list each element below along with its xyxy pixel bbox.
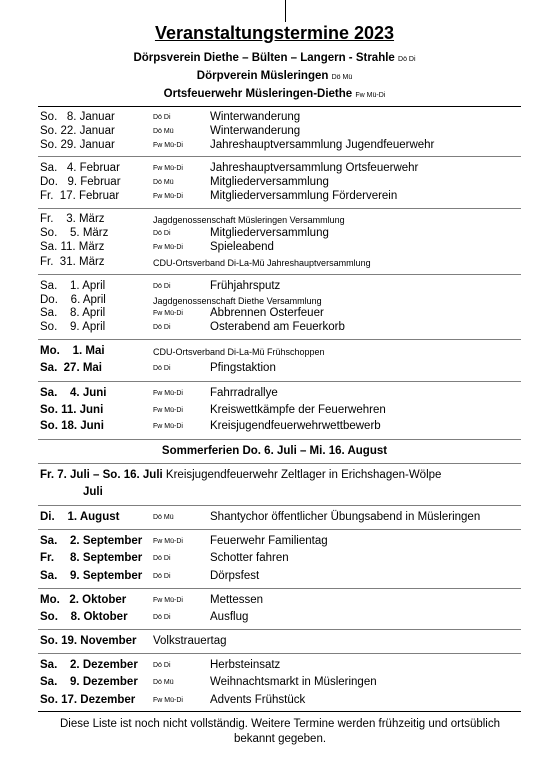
list-item: Do. 6. April Jagdgenossenschaft Diethe Versammlung xyxy=(40,294,322,306)
list-item: Fr. 3. März Jagdgenossenschaft Müsleringen Versammlung xyxy=(40,213,345,225)
list-item: Do. 9. Februar Dö Mü Mitgliederversammlung xyxy=(40,176,329,188)
list-item: Sa. 27. Mai Dö Di Pfingstaktion xyxy=(40,362,276,374)
list-item: Fr. 17. Februar Fw Mü-Di Mitgliederversammlung Förderverein xyxy=(40,190,398,202)
subtitle-line-3: Ortsfeuerwehr Müsleringen-Diethe Fw Mü-Di xyxy=(163,88,386,100)
list-item: Mo. 2. Oktober Fw Mü-Di Mettessen xyxy=(40,594,264,606)
list-item: Sa. 1. April Dö Di Frühjahrsputz xyxy=(40,280,281,292)
list-item: So. 29. Januar Fw Mü-Di Jahreshauptversammlung Jugendfeuerwehr xyxy=(40,139,435,151)
list-item: So. 19. November Volkstrauertag xyxy=(40,635,227,647)
separator xyxy=(38,505,521,506)
list-item: So. 22. Januar Dö Mü Winterwanderung xyxy=(40,125,301,137)
separator xyxy=(38,629,521,630)
separator xyxy=(38,339,521,340)
summer-holidays-banner: Sommerferien Do. 6. Juli – Mi. 16. August xyxy=(161,445,388,457)
list-item: Mo. 1. Mai CDU-Ortsverband Di-La-Mü Frühschoppen xyxy=(40,345,325,357)
list-item: Di. 1. August Dö Mü Shantychor öffentlicher Übungsabend in Müsleringen xyxy=(40,511,481,523)
page-title: Veranstaltungstermine 2023 xyxy=(154,23,395,43)
subtitle-line-2: Dörpverein Müsleringen Dö Mü xyxy=(196,70,353,82)
list-item: So. 8. Januar Dö Di Winterwanderung xyxy=(40,111,301,123)
separator xyxy=(38,588,521,589)
separator xyxy=(38,274,521,275)
list-item-zeltlager: Fr. 7. Juli – So. 16. Juli Kreisjugendfeuerwehr Zeltlager in Erichshagen-Wölpe xyxy=(40,469,442,481)
list-item: Fr. 8. September Dö Di Schotter fahren xyxy=(40,552,289,564)
list-item: So. 17. Dezember Fw Mü-Di Advents Frühstück xyxy=(40,694,306,706)
zeltlager-continuation: Juli xyxy=(83,486,103,498)
list-item: Sa. 11. März Fw Mü-Di Spieleabend xyxy=(40,241,274,253)
separator xyxy=(38,106,521,107)
footer-note: Diese Liste ist noch nicht vollständig. Weitere Termine werden frühzeitig und ortsüblich bekannt gegeben. xyxy=(60,718,500,745)
list-item: Sa. 4. Juni Fw Mü-Di Fahrradrallye xyxy=(40,387,278,399)
list-item: Sa. 2. September Fw Mü-Di Feuerwehr Familientag xyxy=(40,535,328,547)
list-item: Fr. 31. März CDU-Ortsverband Di-La-Mü Jahreshauptversammlung xyxy=(40,256,371,268)
list-item: Sa. 9. September Dö Di Dörpsfest xyxy=(40,570,260,582)
separator xyxy=(38,463,521,464)
separator xyxy=(38,711,521,712)
list-item: Sa. 9. Dezember Dö Mü Weihnachtsmarkt in Müsleringen xyxy=(40,676,377,688)
separator xyxy=(38,653,521,654)
separator xyxy=(38,381,521,382)
list-item: Sa. 4. Februar Fw Mü-Di Jahreshauptversammlung Ortsfeuerwehr xyxy=(40,162,419,174)
list-item: So. 8. Oktober Dö Di Ausflug xyxy=(40,611,249,623)
list-item: So. 5. März Dö Di Mitgliederversammlung xyxy=(40,227,329,239)
separator xyxy=(38,208,521,209)
separator xyxy=(38,529,521,530)
list-item: So. 11. Juni Fw Mü-Di Kreiswettkämpfe der Feuerwehren xyxy=(40,404,386,416)
list-item: So. 18. Juni Fw Mü-Di Kreisjugendfeuerwehrwettbewerb xyxy=(40,420,381,432)
list-item: Sa. 8. April Fw Mü-Di Abbrennen Osterfeuer xyxy=(40,307,324,319)
separator xyxy=(38,439,521,440)
list-item: Sa. 2. Dezember Dö Di Herbsteinsatz xyxy=(40,659,281,671)
subtitle-line-1: Dörpsverein Diethe – Bülten – Langern - Strahle Dö Di xyxy=(133,52,416,64)
separator xyxy=(38,156,521,157)
top-divider-line xyxy=(285,0,286,22)
list-item: So. 9. April Dö Di Osterabend am Feuerkorb xyxy=(40,321,345,333)
